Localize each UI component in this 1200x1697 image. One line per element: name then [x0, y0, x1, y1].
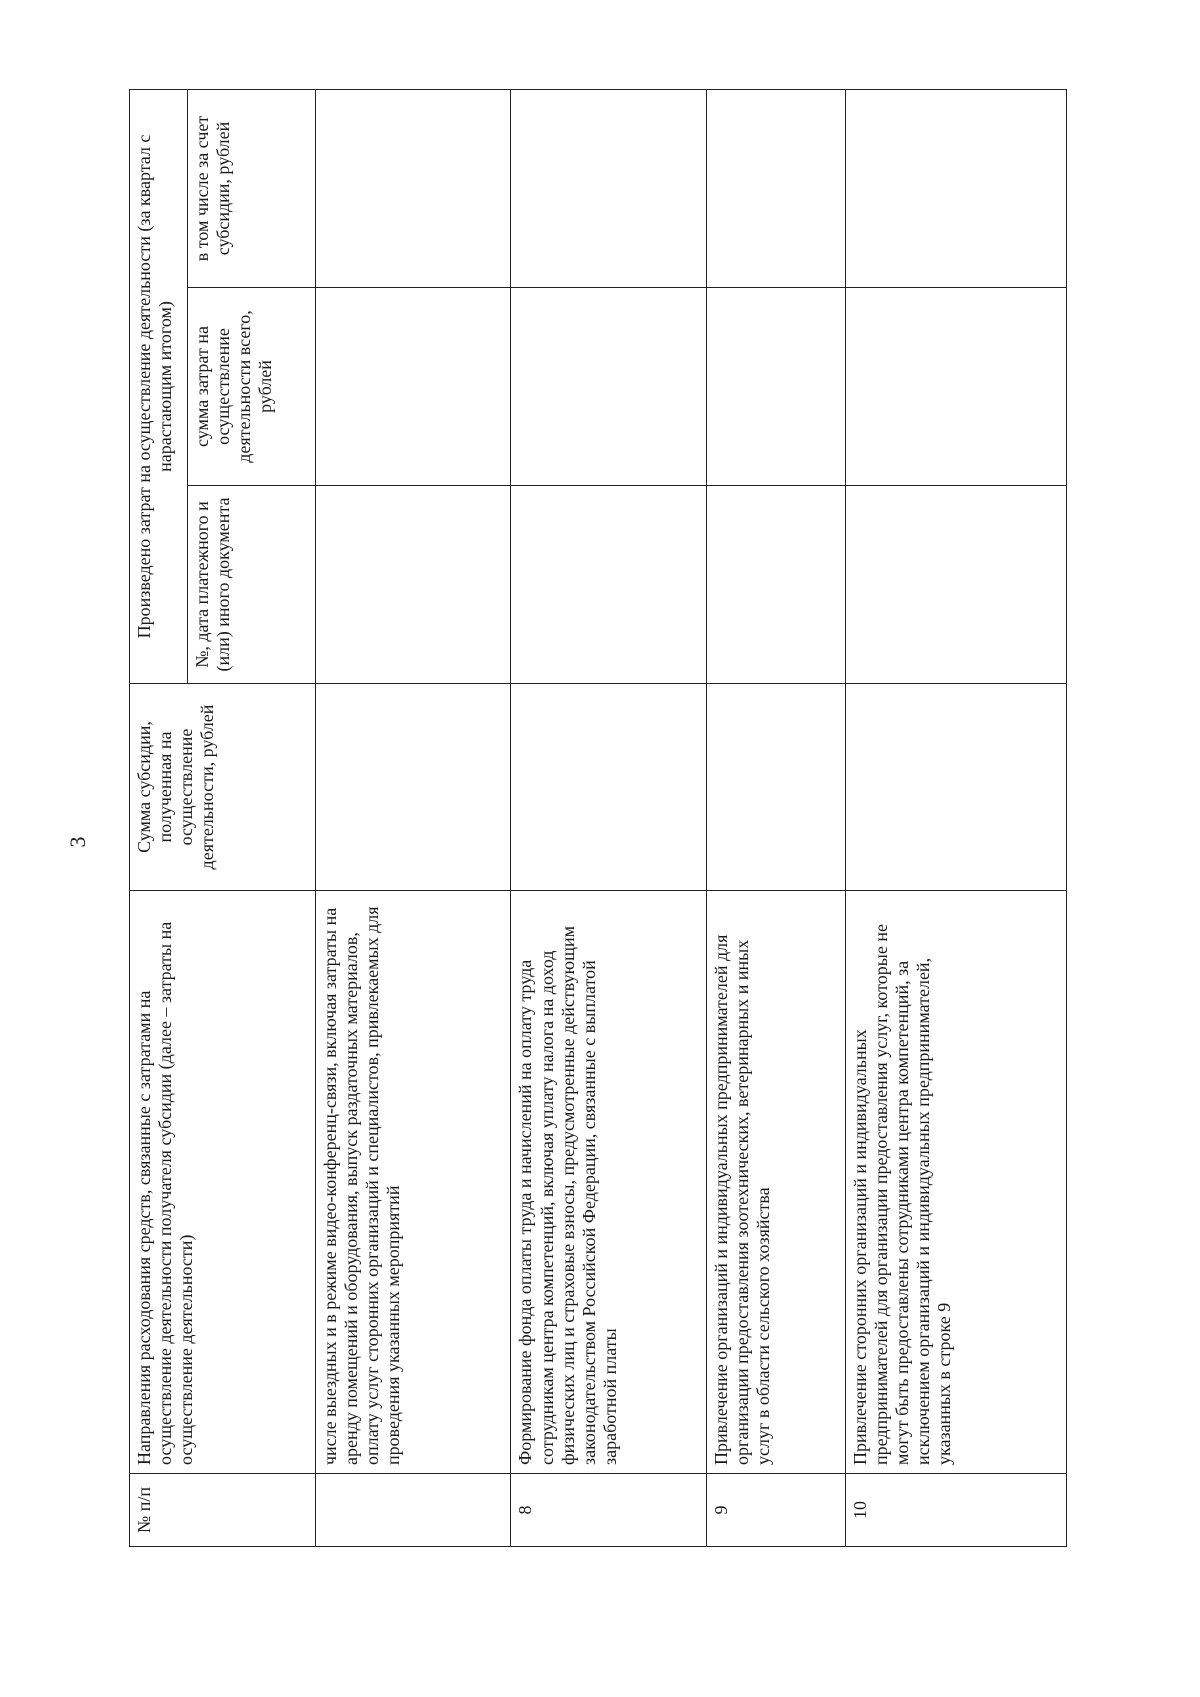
row-doc-cell	[316, 486, 511, 684]
rotated-table-frame	[129, 89, 1067, 1547]
page-number: 3	[65, 836, 90, 848]
row-incl-cell	[845, 90, 1066, 288]
row-num: 9	[706, 1474, 845, 1547]
row-num: 8	[511, 1474, 706, 1547]
row-subsidy-sum-cell	[511, 684, 706, 891]
table-row	[845, 90, 1066, 1547]
row-subsidy-sum-cell	[316, 684, 511, 891]
row-direction: Формирование фонда оплаты труда и начислений на оплату труда сотрудникам центра компетенций, включая уплату налога на доход физических лиц и страховые взносы, предусмотренные действующим законодательством Российской Федерации, связанные с выплатой заработной платы	[511, 891, 706, 1474]
row-num	[316, 1474, 511, 1547]
table-row	[511, 90, 706, 1547]
row-subsidy-sum-cell	[845, 684, 1066, 891]
row-doc-cell	[511, 486, 706, 684]
table-row	[706, 90, 845, 1547]
row-incl-cell	[316, 90, 511, 288]
row-direction: Привлечение сторонних организаций и индивидуальных предпринимателей для организации предоставления услуг, которые не могут быть предоставлены сотрудниками центра компетенций, за исключением организаций и индивидуальных предпринимателей, указанных в строке 9	[845, 891, 1066, 1474]
header-num: № п/п	[130, 1474, 316, 1547]
table-container	[129, 89, 1067, 1547]
row-subsidy-sum-cell	[706, 684, 845, 891]
header-direction: Направления расходования средств, связанные с затратами на осуществление деятельности получателя субсидии (далее – затраты на осуществление деятельности)	[130, 891, 316, 1474]
table-row	[316, 90, 511, 1547]
row-num: 10	[845, 1474, 1066, 1547]
header-subsidy-sum: Сумма субсидии, полученная на осуществление деятельности, рублей	[130, 684, 316, 891]
header-incl-subsidy: в том числе за счет субсидии, рублей	[188, 90, 316, 288]
header-spent-group: Произведено затрат на осуществление деятельности (за квартал с нарастающим итогом)	[130, 90, 188, 684]
row-direction: Привлечение организаций и индивидуальных предпринимателей для организации предоставления зоотехнических, ветеринарных и иных услуг в области сельского хозяйства	[706, 891, 845, 1474]
row-total-cell	[706, 288, 845, 486]
header-total: сумма затрат на осуществление деятельности всего, рублей	[188, 288, 316, 486]
expenditure-table	[129, 89, 1067, 1547]
row-incl-cell	[511, 90, 706, 288]
row-direction: числе выездных и в режиме видео-конференц-связи, включая затраты на аренду помещений и оборудования, выпуск раздаточных материалов, оплату услуг сторонних организаций и специалистов, привлекаемых для проведения указанных мероприятий	[316, 891, 511, 1474]
row-total-cell	[511, 288, 706, 486]
header-doc: №, дата платежного и (или) иного документа	[188, 486, 316, 684]
row-total-cell	[845, 288, 1066, 486]
row-incl-cell	[706, 90, 845, 288]
row-total-cell	[316, 288, 511, 486]
row-doc-cell	[706, 486, 845, 684]
row-doc-cell	[845, 486, 1066, 684]
